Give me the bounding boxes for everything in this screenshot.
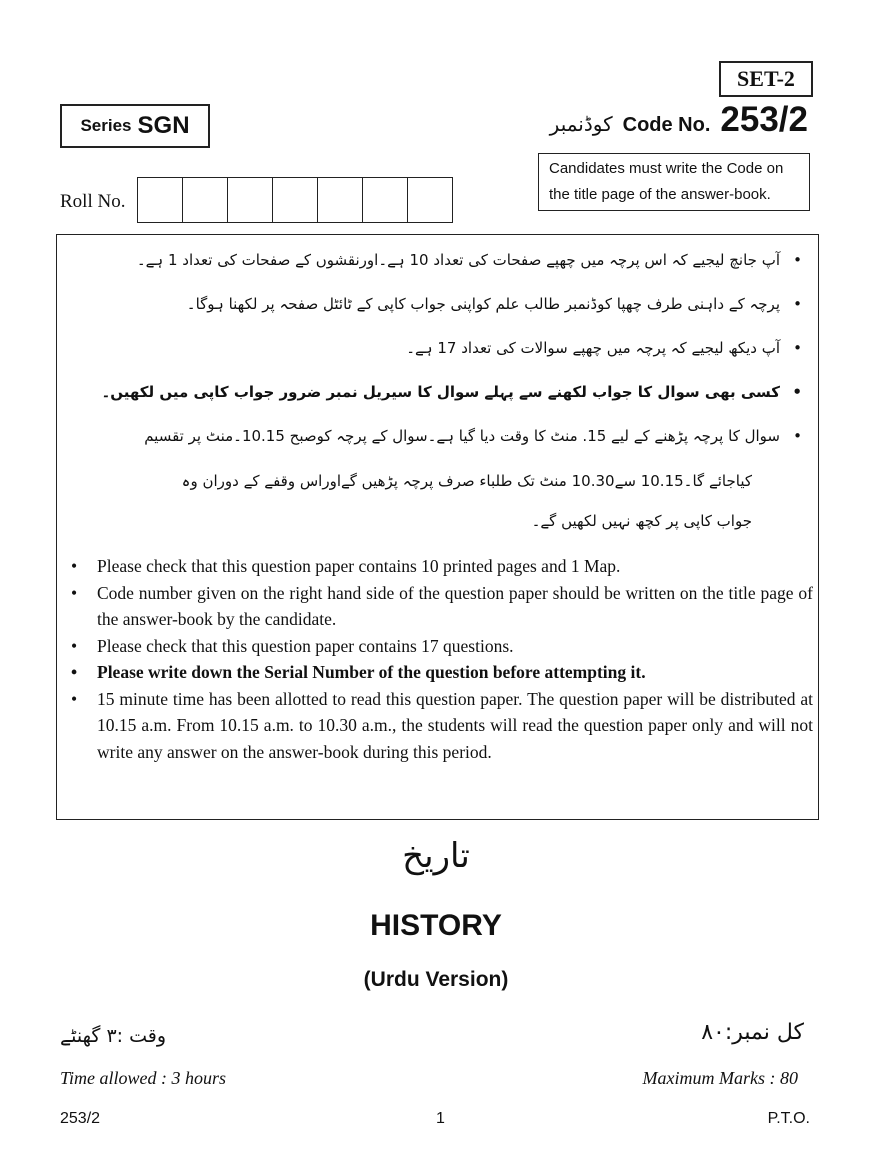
page-number: 1 — [436, 1110, 445, 1127]
urdu-instruction-item: • پرچہ کے داہنی طرف چھپا کوڈنمبر طالب علم کواپنی جواب کاپی کے ٹائٹل صفحہ پر لکھنا ہوگا۔ — [186, 295, 802, 313]
max-marks-urdu: کل نمبر:۸۰ — [701, 1020, 804, 1045]
roll-number-label: Roll No. — [60, 191, 126, 212]
roll-digit-box[interactable] — [363, 178, 408, 222]
urdu-instruction-item: • آپ دیکھ لیجیے کہ پرچہ میں چھپے سوالات کی تعداد 17 ہے۔ — [406, 339, 802, 357]
subject-title-urdu: تاریخ — [402, 836, 470, 876]
series-label: Series — [80, 116, 132, 135]
urdu-instruction-item: • سوال کا پرچہ پڑھنے کے لیے 15. منٹ کا وقت دیا گیا ہے۔سوال کے پرچہ کوصبح 10.15۔منٹ پر تقسیم — [144, 427, 802, 445]
english-instruction-item: • Code number given on the right hand side of the question paper should be written on the title page of the answer-book by the candidate. — [71, 582, 813, 629]
roll-digit-box[interactable] — [228, 178, 273, 222]
footer-code: 253/2 — [60, 1110, 101, 1127]
code-label: Code No. — [622, 114, 711, 136]
roll-digit-box[interactable] — [318, 178, 363, 222]
series-box — [60, 104, 210, 148]
urdu-instruction-item: • آپ جانچ لیجیے کہ اس پرچہ میں چھپے صفحات کی تعداد 10 ہے۔اورنقشوں کے صفحات کی تعداد 1 ہے۔ — [136, 251, 802, 269]
roll-digit-box[interactable] — [183, 178, 228, 222]
subject-title: HISTORY — [370, 909, 502, 942]
urdu-instruction-continuation: کیاجائے گا۔10.15 سے10.30 منٹ تک طلباء صرف پرچہ پڑھیں گےاوراس وقفے کے دوران وہ — [181, 472, 752, 490]
english-instruction-item: • Please write down the Serial Number of the question before attempting it. — [71, 662, 646, 682]
candidate-note-box — [538, 153, 810, 211]
english-instruction-item: • 15 minute time has been allotted to read this question paper. The question paper will be distributed at 10.15 a.m. From 10.15 a.m. to 10.30 a.m., the students will read the question paper only and will not write any answer on the answer-book during this period. — [71, 688, 813, 762]
roll-number-boxes[interactable] — [137, 177, 453, 223]
time-allowed: Time allowed : 3 hours — [60, 1068, 227, 1088]
candidate-note-line1: Candidates must write the Code on — [549, 160, 784, 177]
english-instruction-item: • Please check that this question paper contains 17 questions. — [71, 635, 514, 656]
english-instruction-item: • Please check that this question paper contains 10 printed pages and 1 Map. — [71, 556, 621, 576]
code-value: 253/2 — [720, 100, 808, 139]
max-marks: Maximum Marks : 80 — [642, 1068, 798, 1088]
instructions-box — [56, 234, 819, 820]
version-label: (Urdu Version) — [363, 968, 509, 991]
urdu-instruction-item: • کسی بھی سوال کا جواب لکھنے سے پہلے سوال کا سیریل نمبر ضرور جواب کاپی میں لکھیں۔ — [101, 383, 802, 401]
urdu-instructions — [76, 243, 806, 543]
roll-digit-box[interactable] — [408, 178, 452, 222]
pto-label: P.T.O. — [767, 1110, 810, 1127]
time-allowed-urdu: وقت :۳ گھنٹے — [60, 1025, 167, 1047]
code-number-line — [550, 100, 808, 140]
roll-digit-box[interactable] — [273, 178, 318, 222]
set-label: SET-2 — [719, 61, 813, 97]
english-instructions — [65, 553, 813, 765]
candidate-note-line2: the title page of the answer-book. — [549, 186, 771, 203]
series-value: SGN — [137, 112, 190, 139]
code-urdu-label: کوڈنمبر — [549, 112, 613, 136]
roll-digit-box[interactable] — [138, 178, 183, 222]
urdu-instruction-continuation: جواب کاپی پر کچھ نہیں لکھیں گے۔ — [531, 512, 752, 530]
